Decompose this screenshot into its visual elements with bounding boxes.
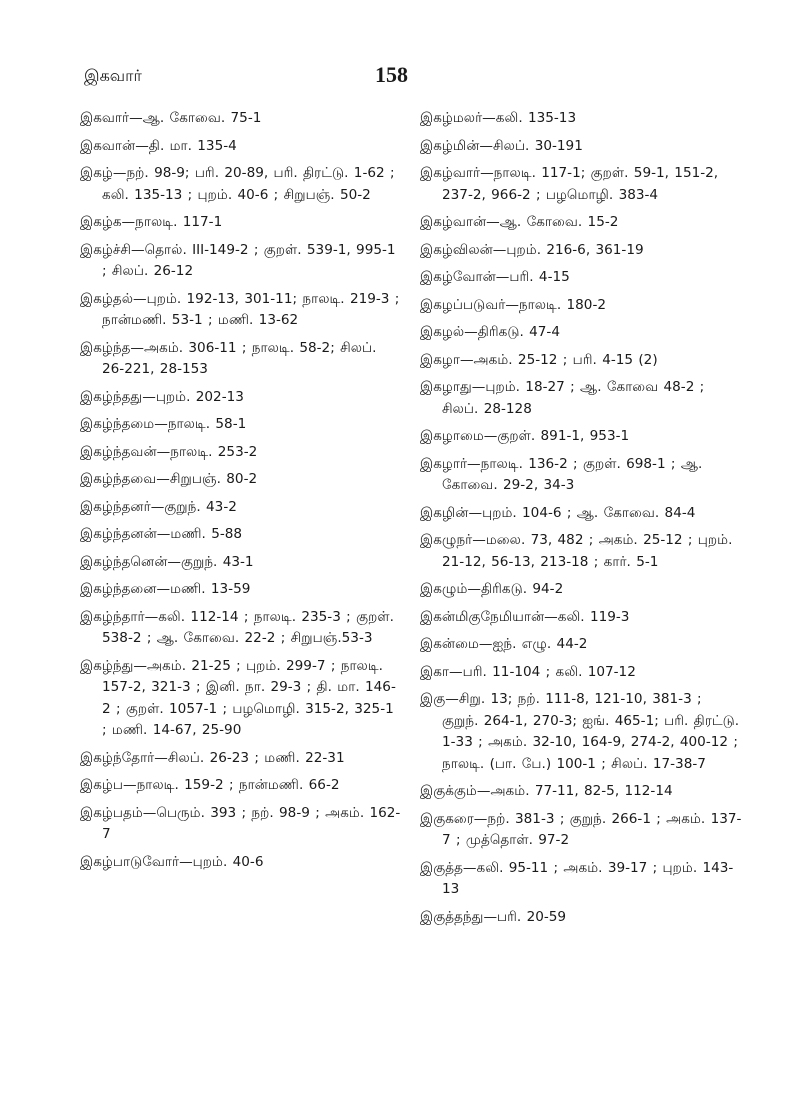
index-entry: இகழார்—நாலடி. 136-2 ; குறள். 698-1 ; ஆ. கோவை. 29-2, 34-3 — [420, 455, 703, 493]
index-entry: இகா—பரி. 11-104 ; கலி. 107-12 — [420, 663, 636, 680]
index-entry: இகழ்வார்—நாலடி. 117-1; குறள். 59-1, 151-2, 237-2, 966-2 ; பழமொழி. 383-4 — [420, 165, 719, 203]
index-entry: இகழ்ந்தனை—மணி. 13-59 — [80, 581, 251, 597]
index-entry: இகழ்ந்து—அகம். 21-25 ; புறம். 299-7 ; நாலடி. 157-2, 321-3 ; இனி. நா. 29-3 ; தி. மா. 146-2 ; குறள். 1057-1 ; பழமொழி. 315-2, 325-1 ; மணி. 14-67, 25-90 — [80, 657, 396, 738]
index-entry: இகழ்ந்தோர்—சிலப். 26-23 ; மணி. 22-31 — [80, 749, 345, 766]
index-entry: இகழ்ந்தனென்—குறுந். 43-1 — [80, 553, 254, 570]
running-head: இகவார் — [84, 66, 142, 85]
index-entry: இகழும்—திரிகடு. 94-2 — [420, 581, 564, 597]
index-entry: இகழப்படுவர்—நாலடி. 180-2 — [420, 296, 606, 313]
index-entry: இகழ்ந்தது—புறம். 202-13 — [80, 388, 244, 405]
index-entry: இகழ்தல்—புறம். 192-13, 301-11; நாலடி. 219-3 ; நான்மணி. 53-1 ; மணி. 13-62 — [80, 290, 400, 328]
index-entry: இகழ்பாடுவோர்—புறம். 40-6 — [80, 853, 264, 870]
index-entry: இகழ்ந்தனர்—குறுந். 43-2 — [80, 498, 237, 515]
index-entry: இகழ்வான்—ஆ. கோவை. 15-2 — [420, 214, 619, 230]
index-entry: இகழ்ந்தார்—கலி. 112-14 ; நாலடி. 235-3 ; குறள். 538-2 ; ஆ. கோவை. 22-2 ; சிறுபஞ்.53-3 — [80, 608, 394, 646]
page-number: 158 — [375, 62, 408, 87]
index-entry: இகழ்மின்—சிலப். 30-191 — [420, 137, 583, 154]
left-column — [80, 108, 402, 879]
index-entry: இகழ்ச்சி—தொல். III-149-2 ; குறள். 539-1, 995-1 ; சிலப். 26-12 — [80, 241, 396, 279]
index-entry: இகழின்—புறம். 104-6 ; ஆ. கோவை. 84-4 — [420, 504, 696, 521]
index-entry: இகழ்ந்த—அகம். 306-11 ; நாலடி. 58-2; சிலப். 26-221, 28-153 — [80, 339, 377, 377]
index-entry: இகுக்கும்—அகம். 77-11, 82-5, 112-14 — [420, 783, 673, 799]
index-entry: இகழ்க—நாலடி. 117-1 — [80, 214, 223, 230]
index-entry: இகன்மிகுநேமியான்—கலி. 119-3 — [420, 608, 630, 625]
index-entry: இகுகரை—நற். 381-3 ; குறுந். 266-1 ; அகம். 137-7 ; முத்தொள். 97-2 — [420, 810, 742, 848]
index-entry: இகன்மை—ஐந். எழு. 44-2 — [420, 636, 588, 652]
index-entry: இகழாது—புறம். 18-27 ; ஆ. கோவை 48-2 ; சிலப். 28-128 — [420, 379, 705, 417]
index-entry: இகழ்விலன்—புறம். 216-6, 361-19 — [420, 241, 644, 258]
index-entry: இகழ்ந்தமை—நாலடி. 58-1 — [80, 416, 247, 432]
index-entry: இகவான்—தி. மா. 135-4 — [80, 137, 237, 154]
index-entry: இகழல்—திரிகடு. 47-4 — [420, 324, 560, 340]
index-entry: இகழ்பதம்—பெரும். 393 ; நற். 98-9 ; அகம். 162-7 — [80, 804, 401, 842]
right-column — [420, 108, 742, 934]
index-entry: இகழாமை—குறள். 891-1, 953-1 — [420, 428, 630, 444]
index-entry: இகழுநர்—மலை. 73, 482 ; அகம். 25-12 ; புறம். 21-12, 56-13, 213-18 ; கார். 5-1 — [420, 532, 733, 570]
index-entry: இகழ்வோன்—பரி. 4-15 — [420, 269, 570, 285]
index-entry: இகழா—அகம். 25-12 ; பரி. 4-15 (2) — [420, 351, 658, 368]
index-entry: இகழ்—நற். 98-9; பரி. 20-89, பரி. திரட்டு. 1-62 ; கலி. 135-13 ; புறம். 40-6 ; சிறுபஞ். 50-2 — [80, 165, 395, 203]
index-entry: இகுத்தந்து—பரி. 20-59 — [420, 908, 567, 925]
index-entry: இகழ்ந்தவன்—நாலடி. 253-2 — [80, 443, 258, 460]
index-entry: இகவார்—ஆ. கோவை. 75-1 — [80, 110, 262, 126]
index-entry: இகழ்ப—நாலடி. 159-2 ; நான்மணி. 66-2 — [80, 777, 340, 793]
index-entry: இகழ்ந்தனன்—மணி. 5-88 — [80, 526, 243, 542]
index-entry: இகழ்ந்தவை—சிறுபஞ். 80-2 — [80, 471, 258, 487]
index-entry: இகு—சிறு. 13; நற். 111-8, 121-10, 381-3 ; குறுந். 264-1, 270-3; ஐங். 465-1; பரி. திரட்டு. 1-33 ; அகம். 32-10, 164-9, 274-2, 400-12 ; நாலடி. (பா. பே.) 100-1 ; சிலப். 17-38-7 — [420, 691, 740, 772]
index-entry: இகழ்மலர்—கலி. 135-13 — [420, 110, 577, 126]
index-entry: இகுத்த—கலி. 95-11 ; அகம். 39-17 ; புறம். 143-13 — [420, 859, 734, 897]
